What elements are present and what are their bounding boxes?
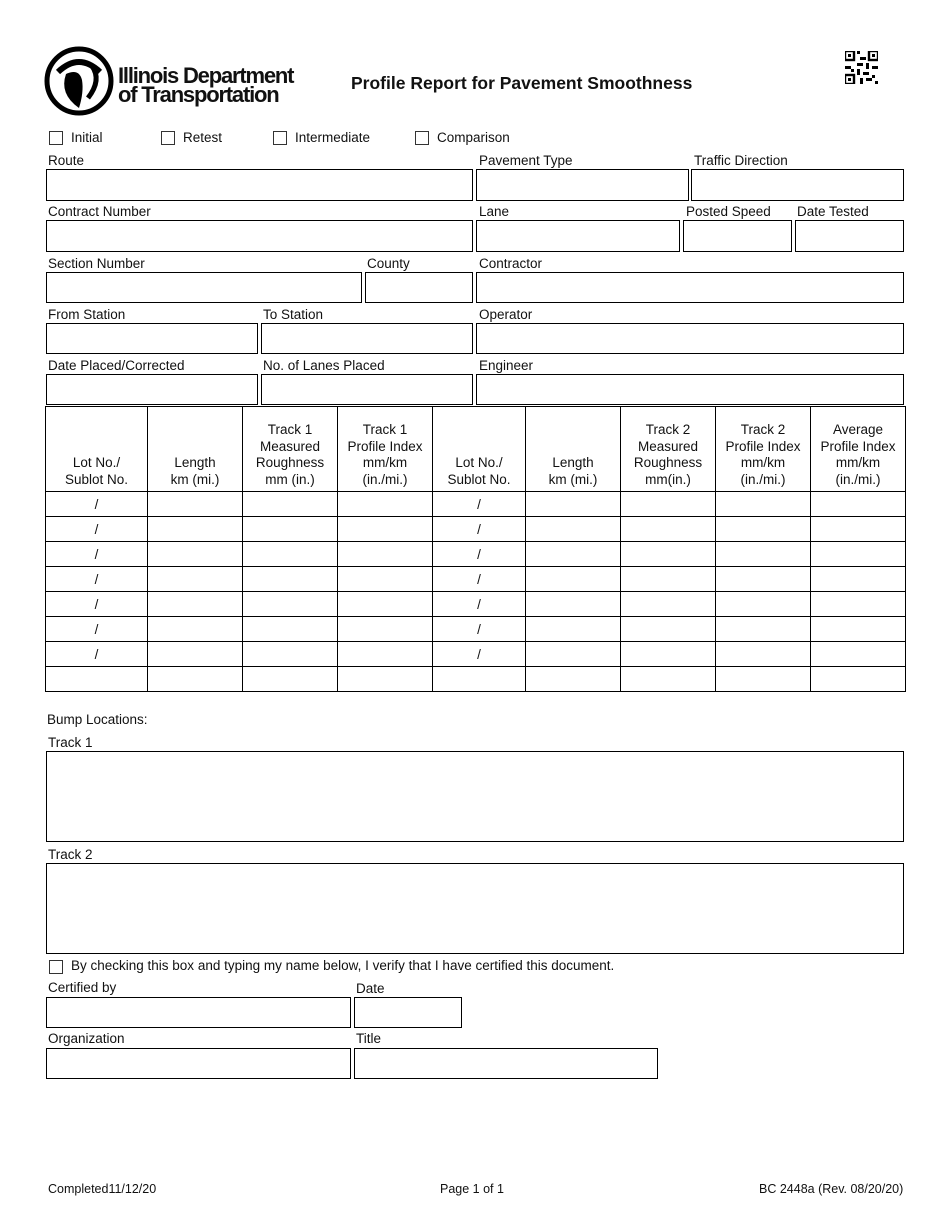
table-cell[interactable] xyxy=(338,617,433,642)
contractor-field[interactable] xyxy=(476,272,904,303)
completed-date: 11/12/20 xyxy=(108,1182,157,1196)
bump-locations-heading: Bump Locations: xyxy=(47,712,148,727)
header-line: Roughness xyxy=(633,455,703,470)
table-cell[interactable] xyxy=(526,617,621,642)
lot1-cell[interactable]: / xyxy=(46,567,148,592)
section-number-field[interactable] xyxy=(46,272,362,303)
contract-number-field[interactable] xyxy=(46,220,473,252)
track2-bump-field[interactable] xyxy=(46,863,904,954)
to-station-label: To Station xyxy=(263,307,324,322)
certified-by-field[interactable] xyxy=(46,997,351,1028)
header-line: (in./mi.) xyxy=(362,471,408,487)
header-line: Roughness xyxy=(255,455,325,470)
header-line: Measured xyxy=(637,438,699,454)
table-cell[interactable] xyxy=(148,592,243,617)
table-cell[interactable] xyxy=(526,642,621,667)
table-row xyxy=(46,517,906,542)
table-cell[interactable] xyxy=(243,517,338,542)
retest-checkbox[interactable] xyxy=(161,131,175,145)
table-cell[interactable] xyxy=(811,517,906,542)
table-cell[interactable] xyxy=(621,617,716,642)
col-header-track2-profile-index xyxy=(716,407,811,492)
col-header-track1-roughness xyxy=(243,407,338,492)
table-cell[interactable] xyxy=(716,642,811,667)
table-cell[interactable] xyxy=(811,567,906,592)
table-row xyxy=(46,617,906,642)
header-line: mm/km xyxy=(740,455,786,470)
agency-name-line2: of Transportation xyxy=(118,82,279,107)
table-cell[interactable] xyxy=(243,642,338,667)
traffic-direction-label: Traffic Direction xyxy=(694,153,788,168)
header-line: Track 2 xyxy=(645,422,691,437)
to-station-field[interactable] xyxy=(261,323,473,354)
cert-title-label: Title xyxy=(356,1031,382,1046)
header-line: (in./mi.) xyxy=(835,471,881,487)
route-label: Route xyxy=(48,153,85,168)
table-cell[interactable] xyxy=(148,517,243,542)
lot2-cell[interactable]: / xyxy=(433,642,526,667)
table-row xyxy=(46,492,906,517)
idot-logo xyxy=(44,46,302,118)
page-number: Page 1 of 1 xyxy=(440,1182,504,1196)
date-placed-label: Date Placed/Corrected xyxy=(48,358,185,373)
header-line: Measured xyxy=(259,438,321,454)
table-cell[interactable] xyxy=(716,617,811,642)
table-cell[interactable] xyxy=(148,617,243,642)
total-cell[interactable] xyxy=(811,667,906,692)
intermediate-label: Intermediate xyxy=(295,130,371,145)
header-line: mm/km xyxy=(835,455,881,470)
col-header-track1-profile-index xyxy=(338,407,433,492)
table-cell[interactable] xyxy=(243,567,338,592)
pavement-type-label: Pavement Type xyxy=(479,153,573,168)
table-cell[interactable] xyxy=(243,617,338,642)
lot1-cell[interactable]: / xyxy=(46,642,148,667)
table-total-row xyxy=(46,667,906,692)
completed-info xyxy=(48,1182,156,1196)
table-cell[interactable] xyxy=(148,567,243,592)
table-cell[interactable] xyxy=(621,592,716,617)
table-cell[interactable] xyxy=(338,492,433,517)
lanes-placed-label: No. of Lanes Placed xyxy=(263,358,385,373)
contractor-label: Contractor xyxy=(479,256,543,271)
total-cell[interactable] xyxy=(716,667,811,692)
header-line: Lot No./ xyxy=(72,455,121,470)
comparison-label: Comparison xyxy=(437,130,510,145)
organization-label: Organization xyxy=(48,1031,125,1046)
county-field[interactable] xyxy=(365,272,473,303)
table-row xyxy=(46,642,906,667)
header-line: Track 1 xyxy=(267,422,313,437)
table-cell[interactable] xyxy=(716,517,811,542)
table-cell[interactable] xyxy=(811,617,906,642)
col-header-lot2 xyxy=(433,407,526,492)
table-cell[interactable] xyxy=(148,642,243,667)
col-header-track2-roughness xyxy=(621,407,716,492)
total-cell[interactable] xyxy=(621,667,716,692)
table-cell[interactable] xyxy=(621,517,716,542)
col-header-average-profile-index xyxy=(811,407,906,492)
table-row xyxy=(46,592,906,617)
header-line: (in./mi.) xyxy=(740,471,786,487)
posted-speed-field[interactable] xyxy=(683,220,792,252)
cert-title-field[interactable] xyxy=(354,1048,658,1079)
col-header-length2 xyxy=(526,407,621,492)
certified-by-label: Certified by xyxy=(48,980,117,995)
qr-code-icon xyxy=(845,51,878,84)
lot1-cell[interactable]: / xyxy=(46,492,148,517)
lot2-cell[interactable]: / xyxy=(433,517,526,542)
table-cell[interactable] xyxy=(621,567,716,592)
certify-checkbox[interactable] xyxy=(49,960,63,974)
lanes-placed-field[interactable] xyxy=(261,374,473,405)
col-header-length1 xyxy=(148,407,243,492)
from-station-label: From Station xyxy=(48,307,126,322)
completed-label: Completed xyxy=(48,1182,109,1196)
pavement-type-field[interactable] xyxy=(476,169,689,201)
table-cell[interactable] xyxy=(148,492,243,517)
engineer-field[interactable] xyxy=(476,374,904,405)
total-cell[interactable] xyxy=(526,667,621,692)
total-cell[interactable] xyxy=(46,667,148,692)
table-cell[interactable] xyxy=(811,542,906,567)
profile-table xyxy=(45,406,906,692)
lot2-cell[interactable]: / xyxy=(433,617,526,642)
table-cell[interactable] xyxy=(716,567,811,592)
organization-field[interactable] xyxy=(46,1048,351,1079)
header-line: mm/km xyxy=(362,455,408,470)
retest-label: Retest xyxy=(183,130,223,145)
col-header-lot1 xyxy=(46,407,148,492)
engineer-label: Engineer xyxy=(479,358,534,373)
traffic-direction-field[interactable] xyxy=(691,169,904,201)
lot2-cell[interactable]: / xyxy=(433,592,526,617)
comparison-checkbox[interactable] xyxy=(415,131,429,145)
table-cell[interactable] xyxy=(148,542,243,567)
total-cell[interactable] xyxy=(148,667,243,692)
header-line: mm(in.) xyxy=(645,471,691,487)
county-label: County xyxy=(367,256,410,271)
table-cell[interactable] xyxy=(243,592,338,617)
lane-label: Lane xyxy=(479,204,510,219)
table-cell[interactable] xyxy=(716,492,811,517)
total-cell[interactable] xyxy=(433,667,526,692)
lot1-cell[interactable]: / xyxy=(46,592,148,617)
table-cell[interactable] xyxy=(338,517,433,542)
agency-name-line1: Illinois Department xyxy=(118,63,294,88)
operator-label: Operator xyxy=(479,307,533,322)
table-row xyxy=(46,567,906,592)
track2-label: Track 2 xyxy=(48,847,93,862)
form-title: Profile Report for Pavement Smoothness xyxy=(351,73,693,93)
table-cell[interactable] xyxy=(338,642,433,667)
table-cell[interactable] xyxy=(811,492,906,517)
cert-date-field[interactable] xyxy=(354,997,462,1028)
header-line: km (mi.) xyxy=(548,471,598,487)
table-cell[interactable] xyxy=(621,542,716,567)
table-cell[interactable] xyxy=(338,592,433,617)
operator-field[interactable] xyxy=(476,323,904,354)
table-cell[interactable] xyxy=(811,642,906,667)
intermediate-checkbox[interactable] xyxy=(273,131,287,145)
table-cell[interactable] xyxy=(243,542,338,567)
lot1-cell[interactable]: / xyxy=(46,617,148,642)
table-row xyxy=(46,542,906,567)
table-cell[interactable] xyxy=(526,542,621,567)
track1-bump-field[interactable] xyxy=(46,751,904,842)
section-number-label: Section Number xyxy=(48,256,145,271)
lot2-cell[interactable]: / xyxy=(433,492,526,517)
table-cell[interactable] xyxy=(716,592,811,617)
table-cell[interactable] xyxy=(526,492,621,517)
total-cell[interactable] xyxy=(243,667,338,692)
header-line: Track 2 xyxy=(740,422,786,437)
certify-statement: By checking this box and typing my name below, I verify that I have certified this document. xyxy=(71,958,615,973)
table-cell[interactable] xyxy=(621,492,716,517)
header-line: Sublot No. xyxy=(64,471,129,487)
header-line: mm (in.) xyxy=(265,471,315,487)
idot-logo-icon xyxy=(44,46,114,116)
header-line: Profile Index xyxy=(820,438,896,454)
lot2-cell[interactable]: / xyxy=(433,567,526,592)
header-line: Sublot No. xyxy=(447,471,511,487)
date-tested-field[interactable] xyxy=(795,220,904,252)
from-station-field[interactable] xyxy=(46,323,258,354)
header-line: Track 1 xyxy=(362,422,408,437)
cert-date-label: Date xyxy=(356,981,385,996)
table-cell[interactable] xyxy=(243,492,338,517)
posted-speed-label: Posted Speed xyxy=(686,204,771,219)
date-placed-field[interactable] xyxy=(46,374,258,405)
table-cell[interactable] xyxy=(338,542,433,567)
header-line: Average xyxy=(832,422,884,437)
track1-label: Track 1 xyxy=(48,735,93,750)
total-cell[interactable] xyxy=(338,667,433,692)
form-id: BC 2448a (Rev. 08/20/20) xyxy=(759,1182,904,1196)
table-header-row xyxy=(46,407,906,492)
initial-checkbox[interactable] xyxy=(49,131,63,145)
table-cell[interactable] xyxy=(621,642,716,667)
lot1-cell[interactable]: / xyxy=(46,542,148,567)
initial-label: Initial xyxy=(71,130,103,145)
header-line: Length xyxy=(174,455,216,470)
table-cell[interactable] xyxy=(811,592,906,617)
lane-field[interactable] xyxy=(476,220,680,252)
table-cell[interactable] xyxy=(716,542,811,567)
table-cell[interactable] xyxy=(338,567,433,592)
lot2-cell[interactable]: / xyxy=(433,542,526,567)
table-cell[interactable] xyxy=(526,567,621,592)
table-cell[interactable] xyxy=(526,592,621,617)
header-line: Profile Index xyxy=(725,438,801,454)
header-line: Profile Index xyxy=(347,438,423,454)
lot1-cell[interactable]: / xyxy=(46,517,148,542)
date-tested-label: Date Tested xyxy=(797,204,869,219)
header-line: km (mi.) xyxy=(170,471,220,487)
header-line: Lot No./ xyxy=(455,455,503,470)
contract-number-label: Contract Number xyxy=(48,204,151,219)
header-line: Length xyxy=(552,455,594,470)
table-cell[interactable] xyxy=(526,517,621,542)
route-field[interactable] xyxy=(46,169,473,201)
